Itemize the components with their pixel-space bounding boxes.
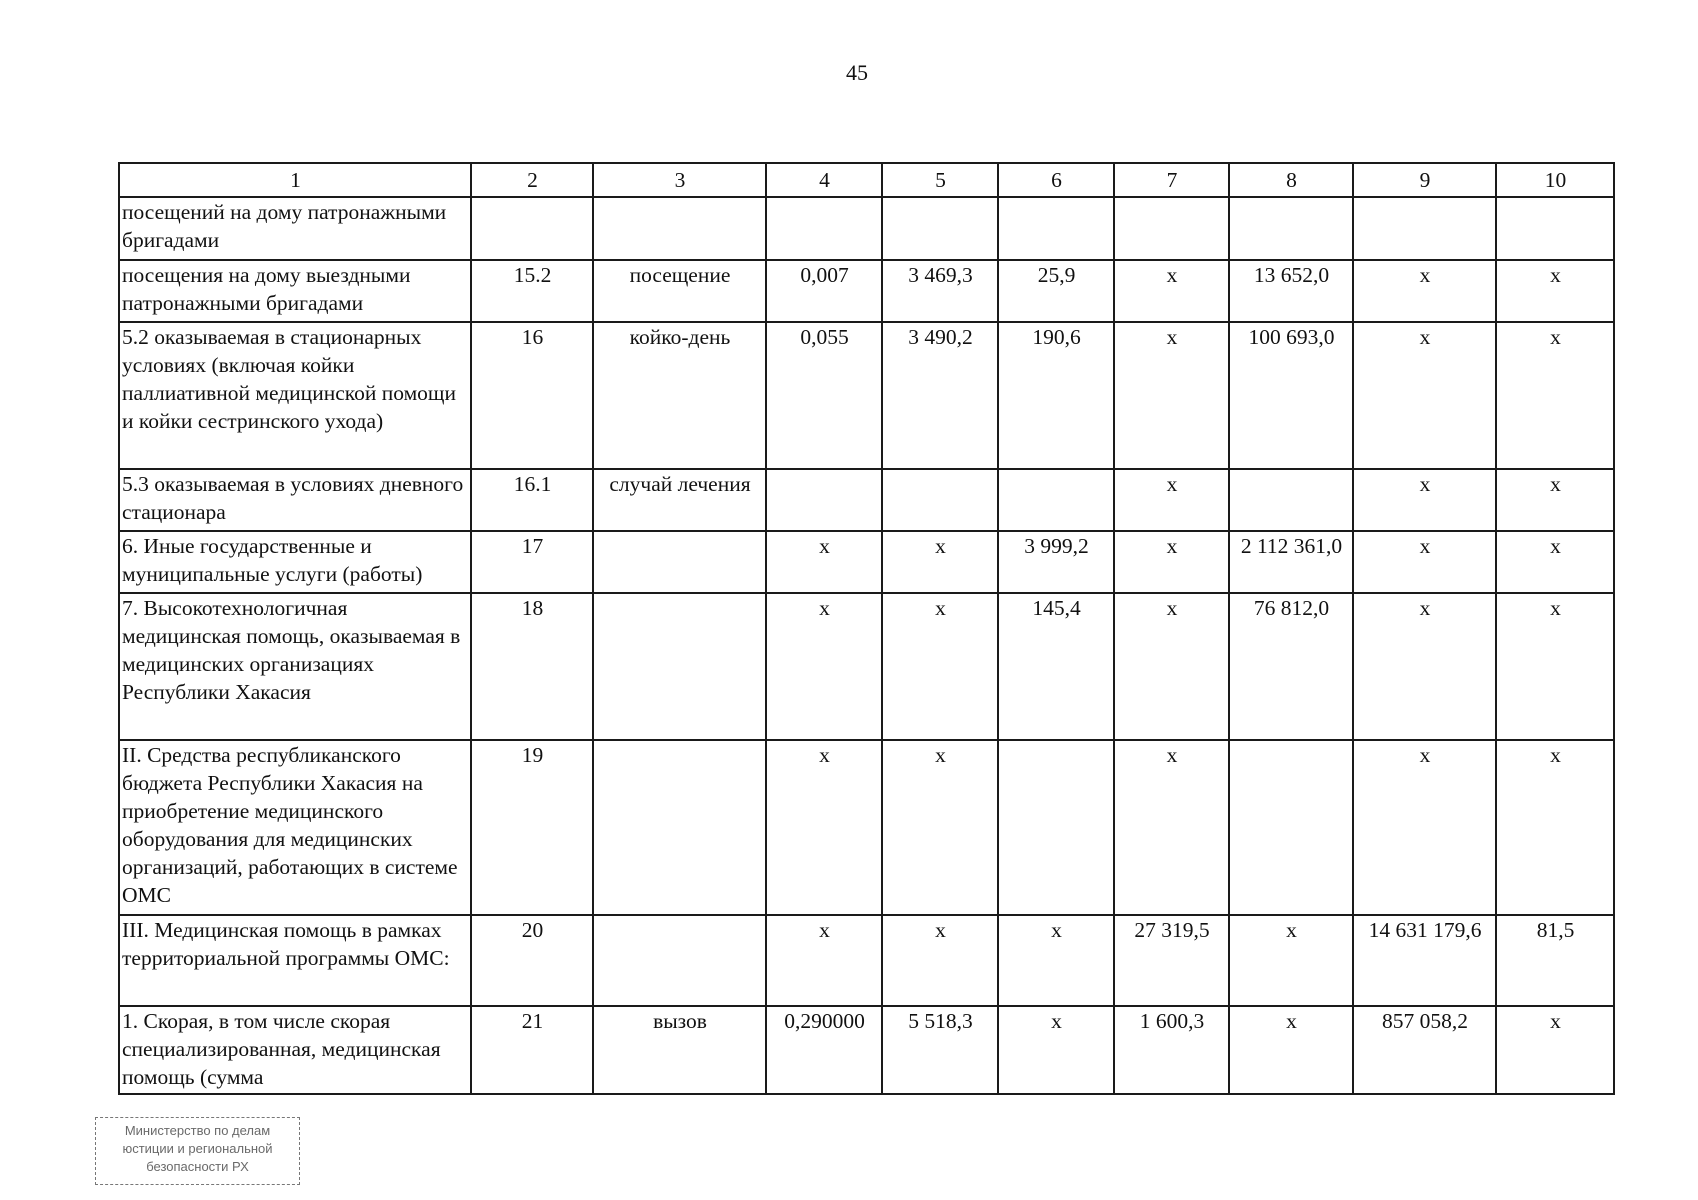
table-cell	[998, 469, 1114, 531]
table-cell: 16.1	[471, 469, 593, 531]
table-cell: 190,6	[998, 322, 1114, 469]
table-cell: случай лечения	[593, 469, 766, 531]
table-cell: х	[882, 593, 998, 740]
stamp-line: юстиции и региональной	[122, 1141, 273, 1156]
header-cell: 2	[471, 163, 593, 197]
table-cell: х	[1496, 260, 1614, 322]
header-cell: 4	[766, 163, 882, 197]
table-cell: х	[1353, 531, 1496, 593]
table-cell: 19	[471, 740, 593, 915]
row-label-cell: 5.3 оказываемая в условиях дневного стационара	[119, 469, 471, 531]
table-cell: х	[1496, 531, 1614, 593]
table-cell: х	[1353, 740, 1496, 915]
table-row	[119, 260, 1614, 322]
table-cell: х	[1496, 469, 1614, 531]
table-cell: х	[766, 593, 882, 740]
table-cell: 81,5	[1496, 915, 1614, 1006]
row-label-cell: 5.2 оказываемая в стационарных условиях (включая койки паллиативной медицинской помощи и койки сестринского ухода)	[119, 322, 471, 469]
table-row	[119, 197, 1614, 260]
stamp-line: Министерство по делам	[124, 1123, 271, 1138]
table-cell: х	[1114, 260, 1229, 322]
table-cell: 21	[471, 1006, 593, 1094]
header-cell: 10	[1496, 163, 1614, 197]
table-cell: вызов	[593, 1006, 766, 1094]
header-cell: 7	[1114, 163, 1229, 197]
table-cell: х	[766, 915, 882, 1006]
row-label-cell: посещения на дому выездными патронажными бригадами	[119, 260, 471, 322]
table-cell: 13 652,0	[1229, 260, 1353, 322]
row-label-cell: III. Медицинская помощь в рамках территориальной программы ОМС:	[119, 915, 471, 1006]
table-cell: х	[1353, 593, 1496, 740]
header-cell: 3	[593, 163, 766, 197]
table-row	[119, 1006, 1614, 1094]
table-cell: 1 600,3	[1114, 1006, 1229, 1094]
header-cell: 8	[1229, 163, 1353, 197]
ministry-stamp	[95, 1117, 300, 1185]
table-cell: х	[1114, 469, 1229, 531]
header-cell: 6	[998, 163, 1114, 197]
table-cell: 2 112 361,0	[1229, 531, 1353, 593]
table-cell: посещение	[593, 260, 766, 322]
stamp-line: безопасности РХ	[146, 1159, 249, 1174]
table-cell: х	[1114, 531, 1229, 593]
table-cell: 3 490,2	[882, 322, 998, 469]
table-cell: х	[1229, 1006, 1353, 1094]
header-cell: 9	[1353, 163, 1496, 197]
table-cell: 0,007	[766, 260, 882, 322]
table-cell: 18	[471, 593, 593, 740]
header-cell: 1	[119, 163, 471, 197]
header-cell: 5	[882, 163, 998, 197]
table-cell: 15.2	[471, 260, 593, 322]
data-table	[118, 162, 1615, 1095]
table-cell: х	[1114, 740, 1229, 915]
table-cell: х	[998, 915, 1114, 1006]
table-cell: х	[1496, 322, 1614, 469]
table-cell: 3 999,2	[998, 531, 1114, 593]
table-cell	[766, 197, 882, 260]
table-cell	[593, 197, 766, 260]
row-label-cell: 1. Скорая, в том числе скорая специализированная, медицинская помощь (сумма	[119, 1006, 471, 1094]
table-cell	[593, 531, 766, 593]
table-cell	[471, 197, 593, 260]
table-row	[119, 915, 1614, 1006]
table-cell: 3 469,3	[882, 260, 998, 322]
table-cell	[1353, 197, 1496, 260]
table-cell: 0,290000	[766, 1006, 882, 1094]
table-cell: х	[882, 531, 998, 593]
table-cell: койко-день	[593, 322, 766, 469]
table-row	[119, 593, 1614, 740]
table-row	[119, 469, 1614, 531]
table-cell	[998, 197, 1114, 260]
table-cell: 0,055	[766, 322, 882, 469]
table-cell: х	[1114, 593, 1229, 740]
table-row	[119, 322, 1614, 469]
row-label-cell: посещений на дому патронажными бригадами	[119, 197, 471, 260]
table-cell: х	[1114, 322, 1229, 469]
table-cell	[1496, 197, 1614, 260]
table-cell	[593, 593, 766, 740]
table-cell	[1114, 197, 1229, 260]
table-cell: х	[1353, 260, 1496, 322]
table-cell: х	[1496, 740, 1614, 915]
row-label-cell: 6. Иные государственные и муниципальные услуги (работы)	[119, 531, 471, 593]
table-cell: х	[1229, 915, 1353, 1006]
table-cell: х	[882, 915, 998, 1006]
table-row	[119, 740, 1614, 915]
table-cell	[882, 197, 998, 260]
table-cell: 17	[471, 531, 593, 593]
table-cell	[593, 915, 766, 1006]
table-cell	[1229, 197, 1353, 260]
table-cell	[998, 740, 1114, 915]
table-cell	[593, 740, 766, 915]
table-cell: 16	[471, 322, 593, 469]
table-cell: х	[766, 531, 882, 593]
row-label-cell: 7. Высокотехнологичная медицинская помощь, оказываемая в медицинских организациях Республики Хакасия	[119, 593, 471, 740]
table-cell: 857 058,2	[1353, 1006, 1496, 1094]
table-cell: х	[998, 1006, 1114, 1094]
table-cell	[766, 469, 882, 531]
table-cell: х	[766, 740, 882, 915]
table-header-row	[119, 163, 1614, 197]
table-cell: 76 812,0	[1229, 593, 1353, 740]
table-cell: х	[1496, 593, 1614, 740]
page-number: 45	[846, 60, 868, 85]
table-cell: 27 319,5	[1114, 915, 1229, 1006]
row-label-cell: II. Средства республиканского бюджета Республики Хакасия на приобретение медицинского оборудования для медицинских организаций, работающих в системе ОМС	[119, 740, 471, 915]
table-cell	[1229, 469, 1353, 531]
table-cell: х	[1353, 469, 1496, 531]
table-cell: х	[1496, 1006, 1614, 1094]
table-cell: 5 518,3	[882, 1006, 998, 1094]
table-cell: х	[882, 740, 998, 915]
table-cell	[882, 469, 998, 531]
table-cell: 145,4	[998, 593, 1114, 740]
table-row	[119, 531, 1614, 593]
table-cell	[1229, 740, 1353, 915]
table-cell: 100 693,0	[1229, 322, 1353, 469]
table-cell: 25,9	[998, 260, 1114, 322]
table-cell: 20	[471, 915, 593, 1006]
table-cell: 14 631 179,6	[1353, 915, 1496, 1006]
table-cell: х	[1353, 322, 1496, 469]
